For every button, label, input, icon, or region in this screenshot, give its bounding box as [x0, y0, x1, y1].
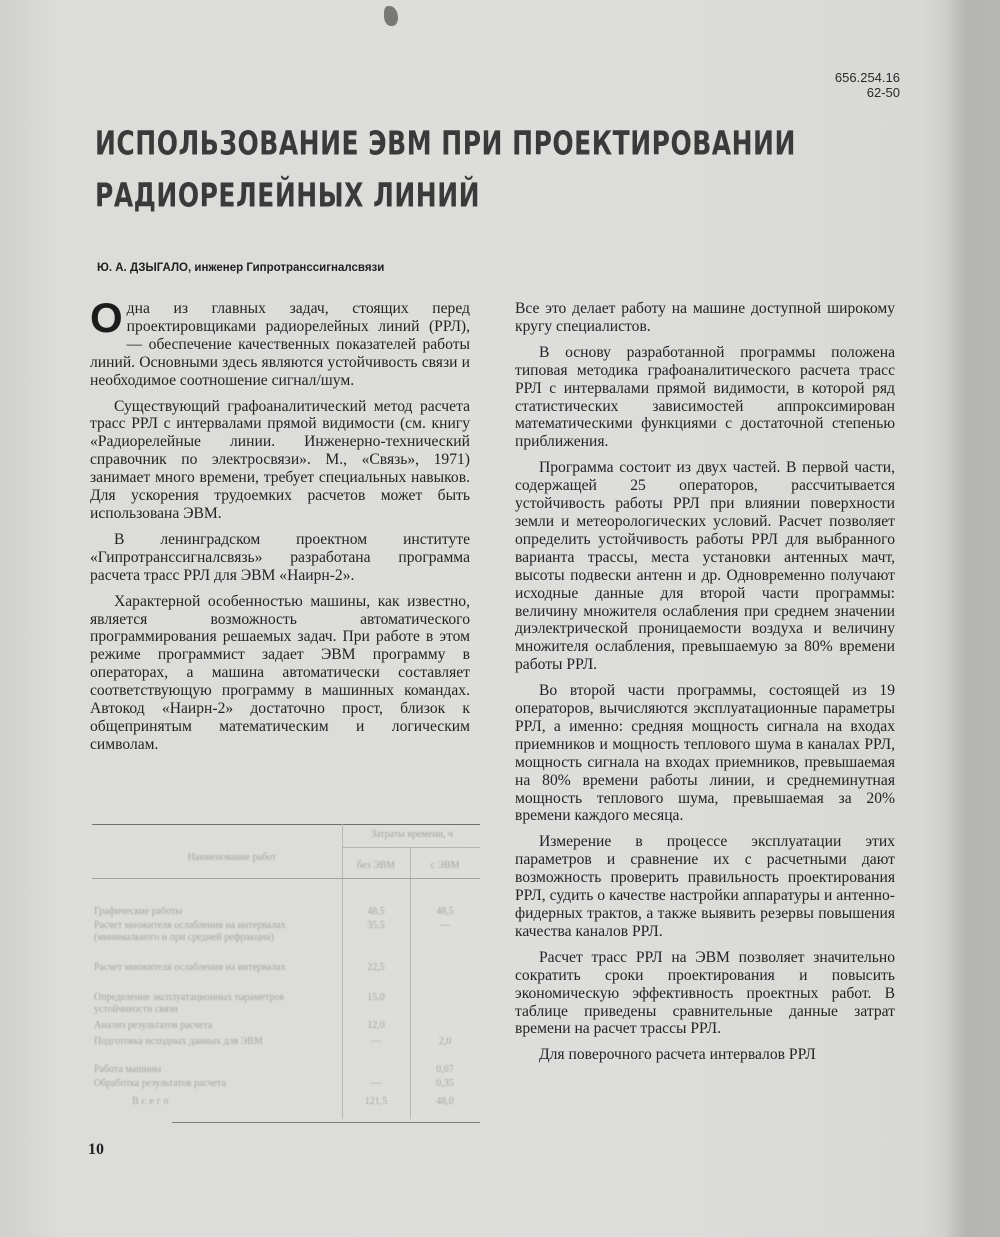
left-column: [90, 294, 470, 762]
table-cell: 0,07: [436, 1064, 454, 1075]
title-line-2: РАДИОРЕЛЕЙНЫХ ЛИНИЙ: [95, 176, 481, 215]
paragraph: Существующий графоаналитический метод расчета трасс РРЛ с интервалами прямой видимости (см. книгу «Радиорелейные линии. Инженерно-технический справочник по электросвязи». М., «Связь», 1971) занимает много времени, требует специальных навыков. Для ускорения трудоемких расчетов может быть использована ЭВМ.: [90, 397, 470, 522]
table-row-label: Расчет множителя ослабления на интервалах: [94, 962, 286, 973]
table-cell: —: [440, 920, 450, 931]
paragraph: В ленинградском проектном институте «Гипротранссигналсвязь» разработана программа расчета трасс РРЛ для ЭВМ «Наирн-2».: [90, 530, 470, 584]
table-cell: 48,5: [436, 906, 454, 917]
right-column: [515, 300, 895, 1072]
table-rule: [342, 847, 480, 848]
ink-speck: [384, 6, 398, 26]
table-cell: 121,5: [364, 1096, 388, 1107]
table-header-rule: [92, 878, 480, 879]
page-number: 10: [88, 1141, 104, 1158]
paragraph: Измерение в процессе эксплуатации этих параметров и сравнение их с расчетными дают возможность проверить правильность проектирования РРЛ, судить о качестве настройки аппаратуры и антенно-фидерных трактов, а также выявить резервы повышения качества каналов РРЛ.: [515, 833, 895, 940]
table-row-label: Расчет множителя ослабления на интервалах (минимального и при средней рефракции): [94, 920, 286, 943]
table-row-label: Подготовка исходных данных для ЭВМ: [94, 1036, 263, 1047]
paragraph: Во второй части программы, состоящей из 19 операторов, вычисляются эксплуатационные параметры РРЛ, а именно: средняя мощность сигнала на входах приемников и мощность теплового шума в каналах РРЛ, мощность сигнала на входах приемников, превышаемая на 80% времени работы линии, и среднеминутная мощность теплового шума, превышаемая за 20% времени каждого месяца.: [515, 682, 895, 825]
paragraph: Программа состоит из двух частей. В первой части, содержащей 25 операторов, рассчитывается устойчивость работы РРЛ при влиянии поверхности земли и метеорологических условий. Расчет позволяет определить устойчивость работы РРЛ для выбранного варианта трассы, места установки антенных мачт, высоты подвески антенн и др. Одновременно получают исходные данные для второй части программы: величину множителя ослабления при среднем значении диэлектрической проницаемости воздуха и величину множителя ослабления, превышаемую за 80% времени работы РРЛ.: [515, 459, 895, 674]
title-line-1: ИСПОЛЬЗОВАНИЕ ЭВМ ПРИ ПРОЕКТИРОВАНИИ: [95, 124, 796, 163]
table-row-label: Обработка результатов расчета: [94, 1078, 226, 1089]
table-divider: [410, 848, 411, 1119]
table-header-col: без ЭВМ: [356, 860, 396, 871]
paragraph: Характерной особенностью машины, как известно, является возможность автоматического программирования решаемых задач. При работе в этом режиме программист задает ЭВМ программу в операторах, а машина автоматически составляет соответствующую программу в машинных командах. Автокод «Наирн-2» достаточно прост, близок к общепринятым математическим и логическим символам.: [90, 592, 470, 753]
table-header-name: Наименование работ: [187, 852, 277, 863]
udc-code: [835, 70, 900, 100]
table-cell: 12,0: [367, 1020, 385, 1031]
table-cell: 15,0: [367, 992, 385, 1003]
paragraph: Для поверочного расчета интервалов РРЛ: [539, 1046, 816, 1064]
paragraph: Все это делает работу на машине доступной широкому кругу специалистов.: [515, 300, 895, 335]
table-cell: 22,5: [367, 962, 385, 973]
table-row-label: Всего: [132, 1096, 172, 1107]
table-row-label: Работа машины: [94, 1064, 162, 1075]
table-cell: 35,5: [367, 920, 385, 931]
table-bottom-rule: [172, 1122, 480, 1123]
paragraph: Расчет трасс РРЛ на ЭВМ позволяет значительно сократить сроки проектирования и повысить экономическую эффективность проектных работ. В таблице приведены сравнительные данные затрат времени на расчет трассы РРЛ.: [515, 948, 895, 1038]
author-line: Ю. А. ДЗЫГАЛО, инженер Гипротранссигналсвязи: [97, 262, 385, 274]
table-cell: —: [371, 1078, 381, 1089]
table-cell: 48,0: [436, 1096, 454, 1107]
table-cell: 48,5: [367, 906, 385, 917]
table-cell: 2,0: [438, 1036, 452, 1047]
table-cell: —: [371, 1036, 381, 1047]
paragraph: Одна из главных задач, стоящих перед проектировщиками радиорелейных линий (РРЛ), — обеспечение качественных показателей работы линий. Основными здесь являются устойчивость связи и необходимое соотношение сигнал/шум.: [90, 294, 470, 389]
article-title: [95, 118, 796, 222]
table-row-label: Определение эксплуатационных параметров устойчивости связи: [94, 992, 284, 1015]
table-row-label: Анализ результатов расчета: [94, 1020, 213, 1031]
time-comparison-table: [92, 816, 480, 1134]
table-header-col: с ЭВМ: [430, 860, 460, 871]
page-fold-shadow: [944, 0, 1000, 1237]
table-row-label: Графические работы: [94, 906, 183, 917]
table-top-rule: [92, 824, 480, 825]
udc-line-2: 62-50: [866, 85, 900, 100]
table-header-group: Затраты времени, ч: [370, 829, 454, 840]
drop-cap: О: [90, 294, 123, 341]
udc-line-1: 656.254.16: [834, 70, 900, 85]
paragraph: В основу разработанной программы положена типовая методика графоаналитического расчета трасс РРЛ с интервалами прямой видимости, в которой ряд статистических зависимостей аппроксимирован математическими функциями с достаточной степенью приближения.: [515, 343, 895, 451]
table-divider: [342, 824, 343, 1119]
table-cell: 0,35: [436, 1078, 454, 1089]
